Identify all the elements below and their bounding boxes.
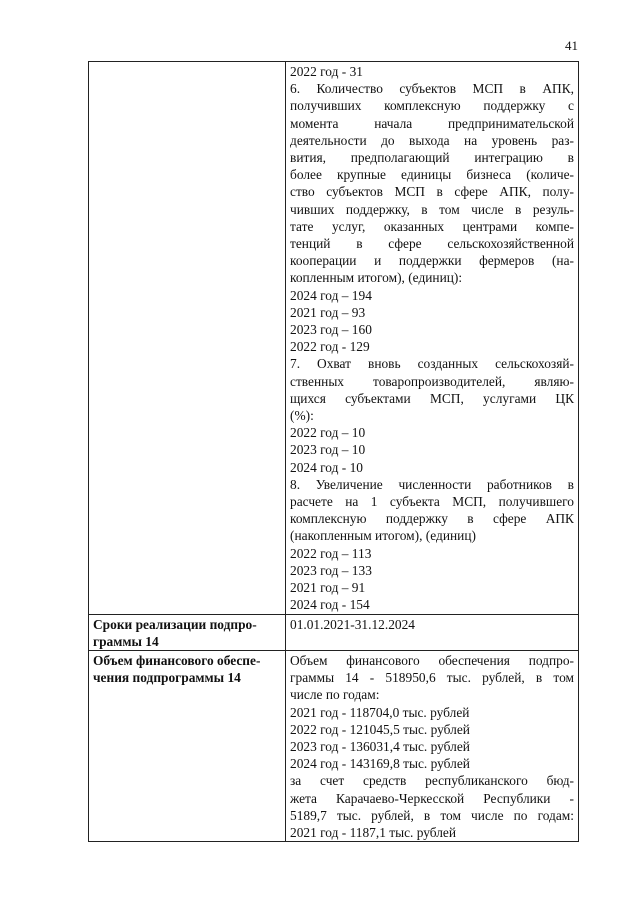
funding-line: за счет средств республиканского бюд- [290, 773, 574, 789]
indicator-line: ство субъектов МСП в сфере АПК, полу- [290, 184, 574, 200]
table-row [89, 62, 579, 615]
indicator-line: 2022 год - 129 [290, 339, 370, 355]
funding-line: 2022 год - 121045,5 тыс. рублей [290, 721, 470, 737]
indicator-line: вития, предполагающий интеграцию в [290, 150, 574, 166]
indicator-line: щихся субъектами МСП, услугами ЦК [290, 390, 574, 406]
funding-line: 2024 год - 143169,8 тыс. рублей [290, 756, 470, 772]
indicator-line: 2023 год – 160 [290, 322, 372, 338]
funding-line: жета Карачаево-Черкесской Республики - [290, 790, 574, 806]
deadlines-label-line: граммы 14 [93, 633, 159, 649]
funding-value-cell [286, 650, 579, 841]
deadlines-value: 01.01.2021-31.12.2024 [290, 616, 415, 632]
row-label-cell-empty [89, 62, 286, 615]
deadlines-label-cell [89, 614, 286, 650]
indicator-line: 2022 год – 10 [290, 425, 366, 441]
indicator-line: расчете на 1 субъекта МСП, получившего [290, 494, 574, 510]
indicator-line: кооперации и поддержки фермеров (на- [290, 253, 574, 269]
passport-table [88, 61, 579, 842]
funding-line: 5189,7 тыс. рублей, в том числе по годам: [290, 807, 574, 823]
indicator-line: 2021 год – 93 [290, 304, 366, 320]
indicator-line: момента начала предпринимательской [290, 115, 574, 131]
indicator-line: (%): [290, 408, 314, 424]
indicator-line: получивших комплексную поддержку с [290, 98, 574, 114]
funding-line: граммы 14 - 518950,6 тыс. рублей, в том [290, 670, 574, 686]
indicator-line: 2022 год – 113 [290, 545, 372, 561]
funding-label-cell [89, 650, 286, 841]
indicator-line: более крупные единицы бизнеса (количе- [290, 167, 574, 183]
page-number: 41 [565, 38, 578, 53]
indicator-line: тенций в сфере сельскохозяйственной [290, 236, 574, 252]
indicator-line: 2024 год - 10 [290, 459, 363, 475]
deadlines-label-line: Сроки реализации подпро- [93, 616, 257, 632]
indicator-line: чивших поддержку, в том числе в резуль- [290, 201, 574, 217]
indicator-line: 2024 год – 194 [290, 287, 372, 303]
funding-line: 2021 год - 118704,0 тыс. рублей [290, 704, 470, 720]
funding-label-line: Объем финансового обеспе- [93, 652, 261, 668]
table-row [89, 614, 579, 650]
indicator-line: 2023 год – 133 [290, 562, 372, 578]
indicator-line: 2023 год – 10 [290, 442, 366, 458]
indicator-line: тате услуг, оказанных центрами компе- [290, 218, 574, 234]
indicator-line: 2022 год - 31 [290, 64, 363, 79]
funding-line: Объем финансового обеспечения подпро- [290, 652, 574, 668]
funding-line: 2023 год - 136031,4 тыс. рублей [290, 738, 470, 754]
indicator-line: копленным итогом), (единиц): [290, 270, 463, 286]
deadlines-value-cell [286, 614, 579, 650]
indicator-line: 6. Количество субъектов МСП в АПК, [290, 81, 574, 97]
indicator-line: 2021 год – 91 [290, 580, 366, 596]
funding-line: 2021 год - 1187,1 тыс. рублей [290, 824, 457, 840]
indicators-cell [286, 62, 579, 615]
table-row [89, 650, 579, 841]
indicator-line: деятельности до выхода на уровень раз- [290, 132, 574, 148]
indicator-line: (накопленным итогом), (единиц) [290, 528, 476, 544]
indicator-line: ственных товаропроизводителей, являю- [290, 373, 574, 389]
funding-line: числе по годам: [290, 687, 380, 703]
indicator-line: 8. Увеличение численности работников в [290, 476, 574, 492]
funding-label-line: чения подпрограммы 14 [93, 670, 241, 686]
indicator-line: 7. Охват вновь созданных сельскохозяй- [290, 356, 574, 372]
indicator-line: 2024 год - 154 [290, 597, 370, 613]
indicator-line: комплексную поддержку в сфере АПК [290, 511, 574, 527]
